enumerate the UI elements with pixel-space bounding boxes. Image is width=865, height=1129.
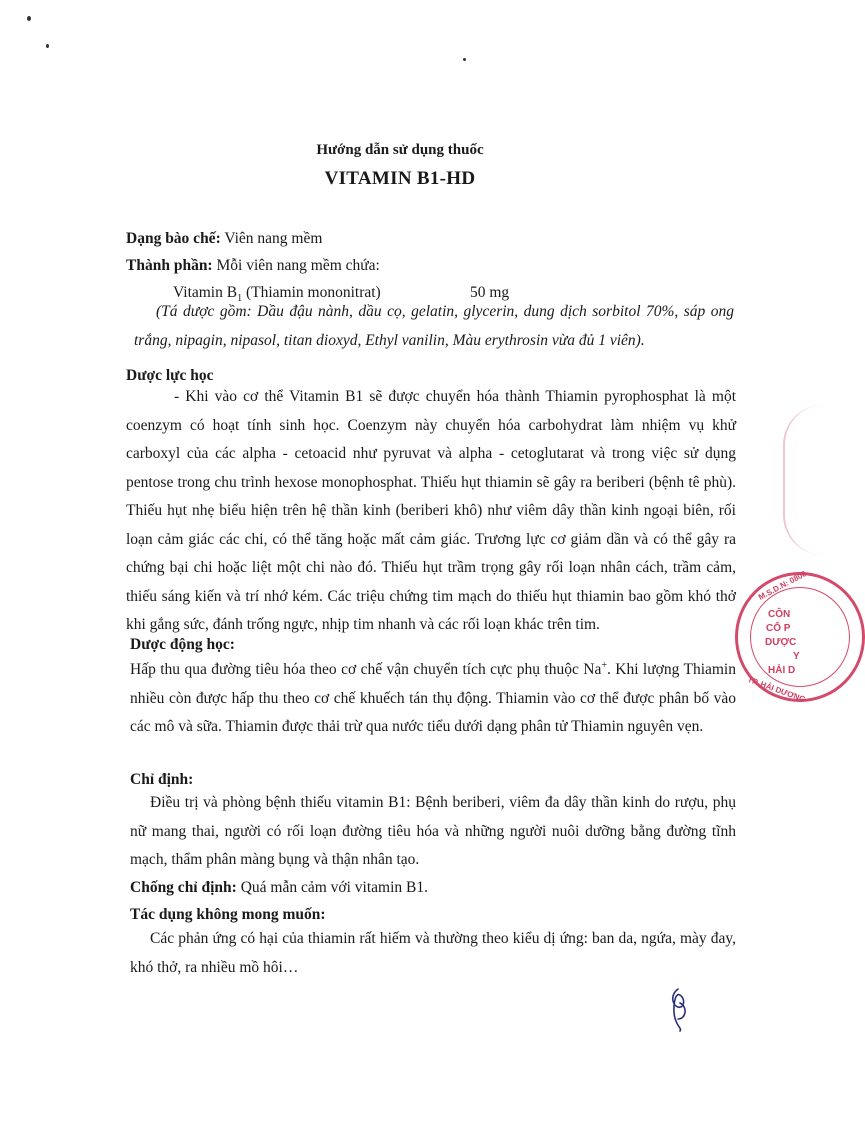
- pharmacokinetics-label: Dược động học:: [130, 636, 235, 653]
- pharmacodynamics-text: - Khi vào cơ thể Vitamin B1 sẽ được chuyển hóa thành Thiamin pyrophosphat là một coenzym có hoạt tính sinh học. Coenzym này chuyển hóa carbohydrat làm nhiệm vụ khử carboxyl của các alpha - cetoacid như pyruvat và alpha - cetoglutarat và trong việc sử dụng pentose trong chu trình hexose monophosphat. Thiếu hụt thiamin sẽ gây ra beriberi (bệnh tê phù). Thiếu hụt nhẹ biểu hiện trên hệ thần kinh (beriberi khô) như viêm dây thần kinh ngoại biên, rối loạn cảm giác các chi, có thể tăng hoặc mất cảm giác. Trương lực cơ giảm dần và có thể gây ra chứng bại chi hoặc liệt một chi nào đó. Thiếu hụt trầm trọng gây rối loạn nhân cách, trầm cảm, thiếu sáng kiến và trí nhớ kém. Các triệu chứng tim mạch do thiếu hụt thiamin bao gồm khó thở khi gắng sức, đánh trống ngực, nhịp tim nhanh và các rối loạn khác trên tim.: [126, 388, 736, 633]
- scan-speck: [463, 58, 466, 61]
- partial-stamp-mark: [783, 405, 845, 555]
- side-effects-text: Các phản ứng có hại của thiamin rất hiếm và thường theo kiểu dị ứng: ban da, ngứa, mày đay, khó thở, ra nhiều mồ hôi…: [130, 930, 736, 976]
- stamp-text-line: CỔ P: [766, 623, 791, 634]
- composition-label: Thành phần:: [126, 257, 213, 274]
- pharmacokinetics-text: [130, 652, 736, 742]
- dosage-form-row: [126, 229, 322, 249]
- dosage-form-value: Viên nang mềm: [224, 230, 323, 247]
- sodium-superscript: +: [601, 660, 607, 671]
- stamp-text-line: CÔN: [768, 609, 791, 620]
- stamp-text-line: Y: [793, 651, 800, 662]
- active-ingredient-amount: 50 mg: [470, 284, 510, 301]
- pharmacokinetics-text-end: . Khi lượng Thiamin nhiều còn được hấp thu theo cơ chế khuếch tán thụ động. Thiamin vào cơ thể được phân bố vào các mô và sữa. Thiamin được thải trừ qua nước tiểu dưới dạng phân tử Thiamin nguyên vẹn.: [130, 661, 736, 736]
- composition-row: [126, 256, 380, 276]
- scan-speck: [27, 16, 31, 21]
- company-seal-stamp: [735, 569, 865, 705]
- stamp-text-line: DƯỢC: [765, 637, 797, 648]
- stamp-text-line: HẢI D: [768, 665, 796, 676]
- handwritten-signature: [664, 985, 694, 1033]
- contraindications-value: Quá mẫn cảm với vitamin B1.: [240, 879, 428, 896]
- scan-speck: [46, 44, 49, 48]
- active-ingredient-subscript: 1: [237, 293, 243, 305]
- indications-label: Chỉ định:: [130, 771, 194, 788]
- active-ingredient-rest: (Thiamin mononitrat): [242, 284, 381, 301]
- active-ingredient-base: Vitamin B: [173, 284, 238, 301]
- stamp-registration-text: M.S.D.N: 0800: [756, 569, 808, 602]
- pharmacodynamics-label: Dược lực học: [126, 367, 214, 384]
- composition-value: Mỗi viên nang mềm chứa:: [216, 257, 380, 274]
- dosage-form-label: Dạng bào chế:: [126, 230, 221, 247]
- contraindications-row: [130, 878, 428, 898]
- side-effects-label: Tác dụng không mong muốn:: [130, 906, 326, 923]
- excipients-text: (Tá dược gồm: Dầu đậu nành, dầu cọ, gelatin, glycerin, dung dịch sorbitol 70%, sáp ong trắng, nipagin, nipasol, titan dioxyd, Ethyl vanilin, Màu erythrosin vừa đủ 1 viên).: [134, 303, 734, 349]
- indications-text: Điều trị và phòng bệnh thiếu vitamin B1: Bệnh beriberi, viêm đa dây thần kinh do rượu, phụ nữ mang thai, người có rối loạn đường tiêu hóa và những người nuôi dưỡng bằng đường tĩnh mạch, thẩm phân màng bụng và thận nhân tạo.: [130, 794, 736, 868]
- document-title: VITAMIN B1-HD: [324, 168, 476, 189]
- pharmacokinetics-text-start: Hấp thu qua đường tiêu hóa theo cơ chế vận chuyển tích cực phụ thuộc Na: [130, 661, 602, 679]
- document-subtitle: Hướng dẫn sử dụng thuốc: [316, 142, 484, 158]
- stamp-city-text: TP. HẢI DƯƠNG: [746, 674, 807, 705]
- contraindications-label: Chống chỉ định:: [130, 879, 237, 896]
